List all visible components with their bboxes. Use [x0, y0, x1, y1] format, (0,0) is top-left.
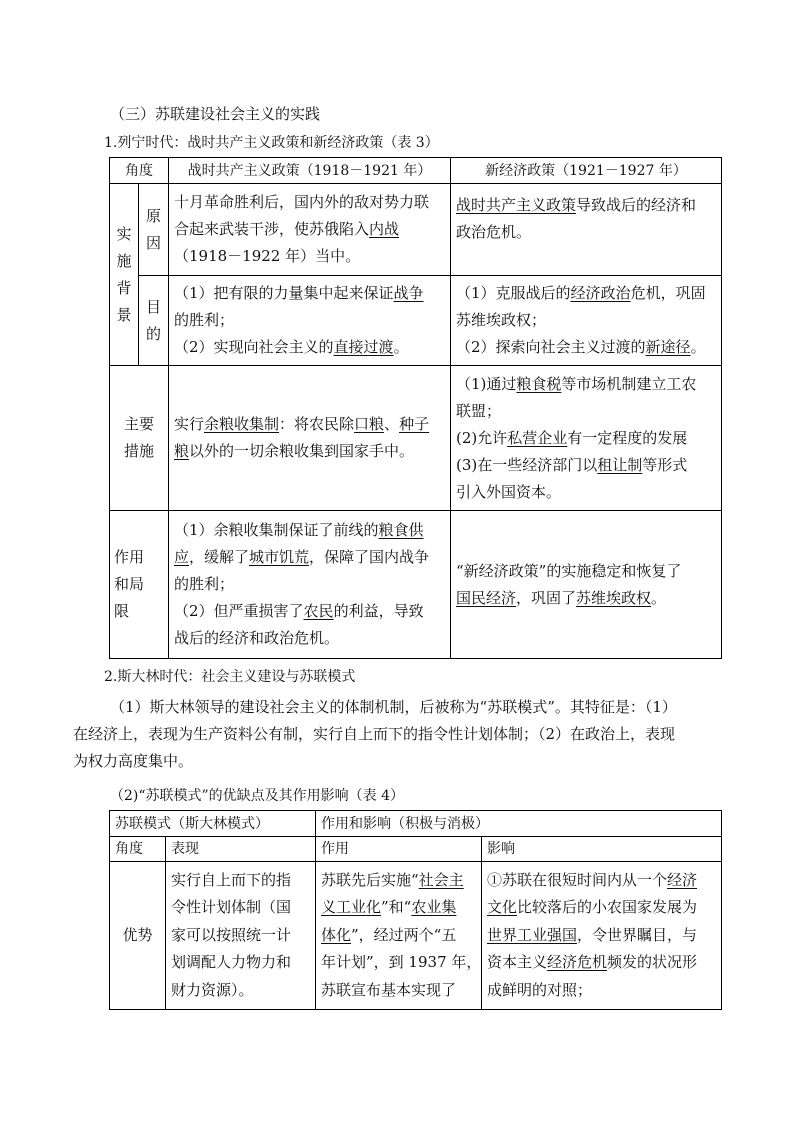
heading-stalin-era: 2.斯大林时代：社会主义建设与苏联模式: [104, 669, 356, 685]
label-advantage: 优势: [110, 862, 166, 1010]
header-angle: 角度: [110, 158, 169, 184]
header-angle-4: 角度: [110, 837, 166, 862]
table-4: [109, 810, 722, 1010]
table-3: [109, 157, 722, 659]
table-4-header-row-2: [110, 837, 722, 862]
row-effect: [110, 511, 722, 659]
label-background: 实 施 背 景: [110, 184, 139, 366]
row-goal: [110, 276, 722, 366]
header-performance: 表现: [166, 837, 316, 862]
cell-measures-war: 实行余粮收集制：将农民除口粮、种子 粮以外的一切余粮收集到国家手中。: [169, 366, 451, 511]
heading-soviet-model-table: （2)“苏联模式”的优缺点及其作用影响（表 4）: [110, 788, 405, 804]
section-title: （三）苏联建设社会主义的实践: [110, 105, 321, 123]
heading-lenin-era: 1.列宁时代：战时共产主义政策和新经济政策（表 3）: [104, 135, 439, 151]
header-role: 作用: [316, 837, 482, 862]
header-nep: 新经济政策（1921－1927 年）: [451, 158, 722, 184]
label-effect: 作用 和局 限: [110, 511, 169, 659]
cell-role: 苏联先后实施“社会主 义工业化”和“农业集 体化”，经过两个“五 年计划”，到 1937 年， 苏联宣布基本实现了: [316, 862, 482, 1010]
header-soviet-model: 苏联模式（斯大林模式）: [110, 811, 316, 837]
cell-cause-war: 十月革命胜利后，国内外的敌对势力联 合起来武装干涉，使苏俄陷入内战 （1918－1922 年）当中。: [169, 184, 451, 276]
table-4-header-row-1: [110, 811, 722, 837]
cell-measures-nep: （1)通过粮食税等市场机制建立工农 联盟； (2)允许私营企业有一定程度的发展 (3)在一些经济部门以租让制等形式 引入外国资本。: [451, 366, 722, 511]
cell-goal-nep: （1）克服战后的经济政治危机，巩固 苏维埃政权； （2）探索向社会主义过渡的新途径。: [451, 276, 722, 366]
paragraph-soviet-model: （1）斯大林领导的建设社会主义的体制机制，后被称为“苏联模式”。其特征是：（1） 在经济上，表现为生产资料公有制，实行自上而下的指令性计划体制；（2）在政治上，表现 为权力高度集中。: [73, 698, 677, 770]
label-goal: 目 的: [139, 276, 169, 366]
table-3-header-row: [110, 158, 722, 184]
cell-impact: ①苏联在很短时间内从一个经济 文化比较落后的小农国家发展为 世界工业强国，令世界瞩目，与 资本主义经济危机频发的状况形 成鲜明的对照；: [482, 862, 722, 1010]
cell-performance: 实行自上而下的指 令性计划体制（国 家可以按照统一计 划调配人力物力和 财力资源）。: [166, 862, 316, 1010]
label-measures: 主要 措施: [110, 366, 169, 511]
cell-goal-war: （1）把有限的力量集中起来保证战争 的胜利； （2）实现向社会主义的直接过渡。: [169, 276, 451, 366]
row-cause: [110, 184, 722, 276]
row-advantage: [110, 862, 722, 1010]
header-effect-impact: 作用和影响（积极与消极）: [316, 811, 722, 837]
cell-effect-nep: “新经济政策”的实施稳定和恢复了 国民经济，巩固了苏维埃政权。: [451, 511, 722, 659]
header-war-communism: 战时共产主义政策（1918－1921 年）: [169, 158, 451, 184]
cell-effect-war: （1）余粮收集制保证了前线的粮食供 应，缓解了城市饥荒，保障了国内战争 的胜利； （2）但严重损害了农民的利益，导致 战后的经济和政治危机。: [169, 511, 451, 659]
cell-cause-nep: 战时共产主义政策导致战后的经济和 政治危机。: [451, 184, 722, 276]
header-impact: 影响: [482, 837, 722, 862]
label-cause: 原 因: [139, 184, 169, 276]
row-measures: [110, 366, 722, 511]
